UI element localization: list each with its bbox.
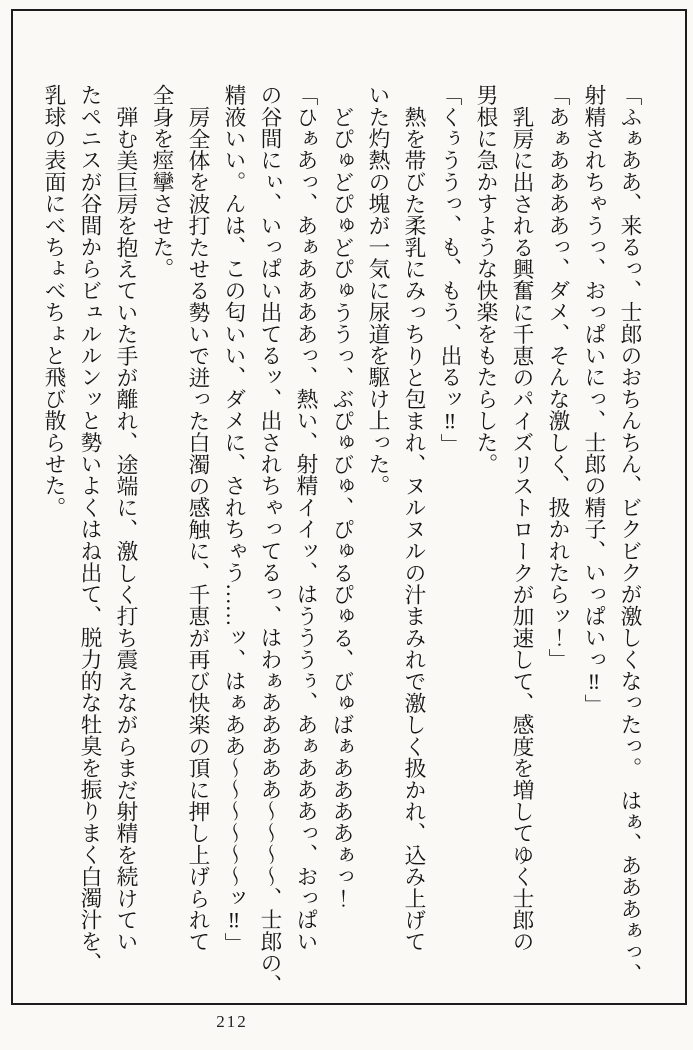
text-line: 乳房に出される興奮に千恵のパイズリストロークが加速して、感度を増してゆく士郎の bbox=[510, 105, 534, 952]
text-line: の谷間にぃ、いっぱい出てるッ、出されちゃってるっ、はわぁあああああ～～～～、士郎の、 bbox=[258, 84, 282, 996]
text-line: 乳球の表面にべちょべちょと飛び散らせた。 bbox=[42, 84, 66, 518]
text-line: たペニスが谷間からビュルルンッと勢いよくはね出て、脱力的な牡臭を振りまく白濁汁を、 bbox=[78, 84, 102, 974]
text-line: 男根に急かすような快楽をもたらした。 bbox=[474, 84, 498, 475]
page-number: 212 bbox=[216, 1012, 248, 1031]
text-line: 房全体を波打たせる勢いで迸った白濁の感触に、千恵が再び快楽の頂に押し上げられて bbox=[186, 105, 210, 952]
text-line: 「ひぁあっ、あぁああああっ、熱い、射精イイッ、はうううぅ、あぁあああっ、おっぱい bbox=[294, 84, 318, 952]
text-line: 精液いい。んは、この匂いい、ダメに、されちゃう……ッ、はぁああ～～～～～～ッ‼」 bbox=[222, 84, 246, 955]
text-line: 射精されちゃうっ、おっぱいにっ、士郎の精子、いっぱいっ‼」 bbox=[582, 84, 606, 716]
text-line: 熱を帯びた柔乳にみっちりと包まれ、ヌルヌルの汁まみれで激しく扱かれ、込み上げて bbox=[402, 105, 426, 952]
text-line: 弾む美巨房を抱えていた手が離れ、途端に、激しく打ち震えながらまだ射精を続けてい bbox=[114, 105, 138, 952]
text-line: 「くぅううっ、も、もう、出るッ‼」 bbox=[438, 84, 462, 456]
text-line: 全身を痙攣させた。 bbox=[150, 84, 174, 280]
text-line: 「ふぁああ、来るっ、士郎のおちんちん、ビクビクが激しくなったっ。 はぁ、あああぁっ、 bbox=[618, 84, 642, 985]
text-line: いた灼熱の塊が一気に尿道を駆け上った。 bbox=[366, 84, 390, 497]
page-text-columns bbox=[36, 84, 648, 1002]
text-line: どぴゅどぴゅどぴゅううっ、ぶぴゅびゅ、ぴゅるぴゅる、びゅばぁああああぁっ！ bbox=[330, 105, 354, 909]
text-line: 「あぁああああっ、ダメ、そんな激しく、扱かれたらッ！」 bbox=[546, 84, 570, 670]
